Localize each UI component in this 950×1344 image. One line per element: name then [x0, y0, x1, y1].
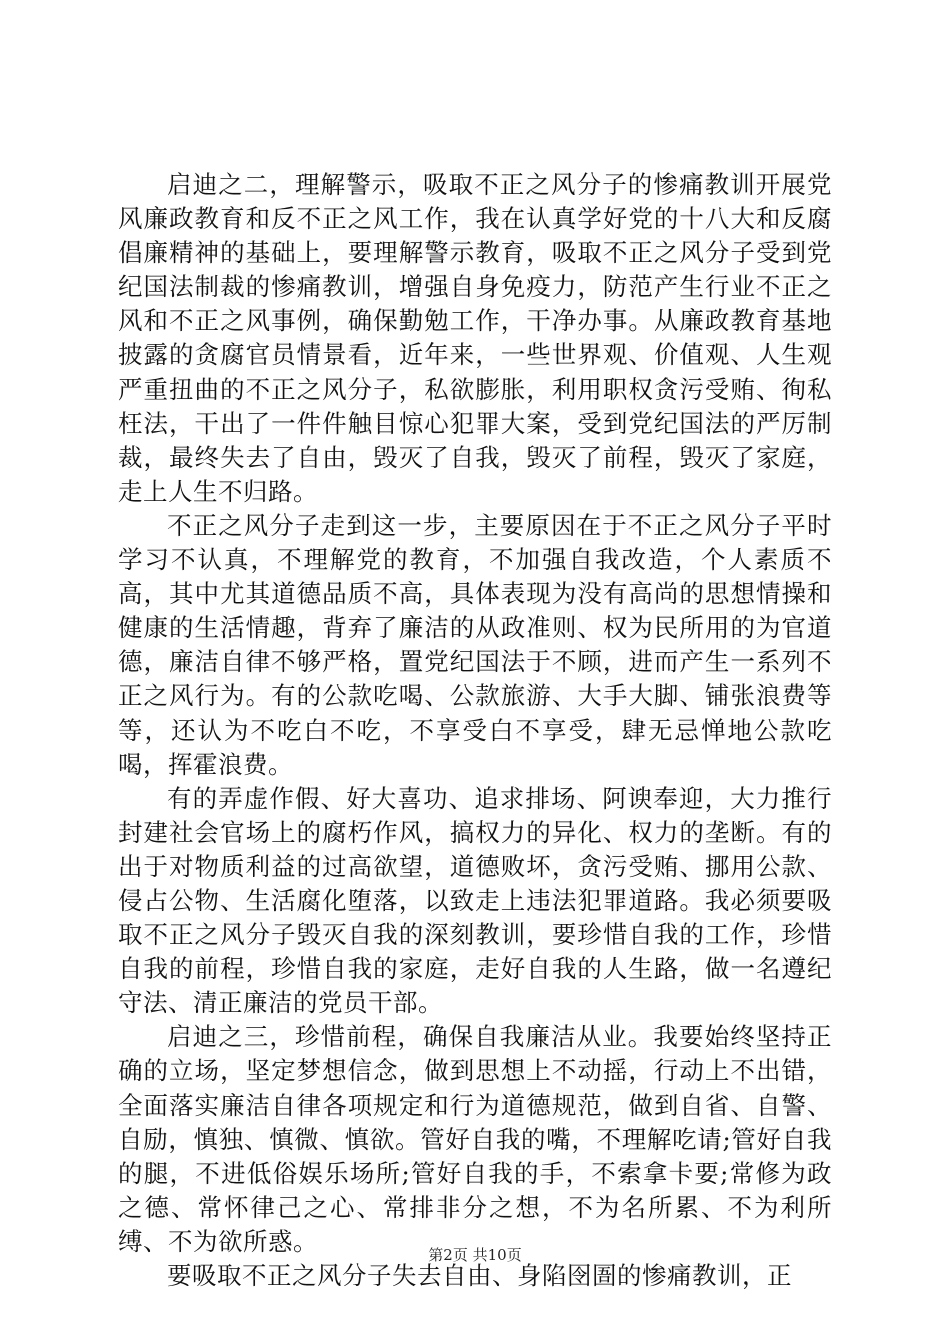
- paragraph-1: 启迪之二，理解警示，吸取不正之风分子的惨痛教训开展党风廉政教育和反不正之风工作，我在认真学好党的十八大和反腐倡廉精神的基础上，要理解警示教育，吸取不正之风分子受到党纪国法制裁的惨痛教训，增强自身免疫力，防范产生行业不正之风和不正之风事例，确保勤勉工作，干净办事。从廉政教育基地披露的贪腐官员情景看，近年来，一些世界观、价值观、人生观严重扭曲的不正之风分子，私欲膨胀，利用职权贪污受贿、徇私枉法，干出了一件件触目惊心犯罪大案，受到党纪国法的严厉制裁，最终失去了自由，毁灭了自我，毁灭了前程，毁灭了家庭，走上人生不归路。: [118, 170, 832, 506]
- page-number-footer: 第2页 共10页: [428, 1246, 522, 1264]
- paragraph-4: 启迪之三，珍惜前程，确保自我廉洁从业。我要始终坚持正确的立场，坚定梦想信念，做到思想上不动摇，行动上不出错，全面落实廉洁自律各项规定和行为道德规范，做到自省、自警、自励，慎独、慎微、慎欲。管好自我的嘴，不理解吃请;管好自我的腿，不进低俗娱乐场所;管好自我的手，不索拿卡要;常修为政之德、常怀律己之心、常排非分之想，不为名所累、不为利所缚、不为欲所惑。: [118, 1022, 832, 1256]
- paragraph-2: 不正之风分子走到这一步，主要原因在于不正之风分子平时学习不认真，不理解党的教育，不加强自我改造，个人素质不高，其中尤其道德品质不高，具体表现为没有高尚的思想情操和健康的生活情趣，背弃了廉洁的从政准则、权为民所用的为官道德，廉洁自律不够严格，置党纪国法于不顾，进而产生一系列不正之风行为。有的公款吃喝、公款旅游、大手大脚、铺张浪费等等，还认为不吃白不吃，不享受白不享受，肆无忌惮地公款吃喝，挥霍浪费。: [118, 510, 832, 779]
- paragraph-5: 要吸取不正之风分子失去自由、身陷囹圄的惨痛教训，正: [167, 1261, 792, 1290]
- paragraph-3: 有的弄虚作假、好大喜功、追求排场、阿谀奉迎，大力推行封建社会官场上的腐朽作风，搞权力的异化、权力的垄断。有的出于对物质利益的过高欲望，道德败坏，贪污受贿、挪用公款、侵占公物、生活腐化堕落，以致走上违法犯罪道路。我必须要吸取不正之风分子毁灭自我的深刻教训，要珍惜自我的工作，珍惜自我的前程，珍惜自我的家庭，走好自我的人生路，做一名遵纪守法、清正廉洁的党员干部。: [118, 783, 832, 1018]
- body-text: [118, 168, 832, 1293]
